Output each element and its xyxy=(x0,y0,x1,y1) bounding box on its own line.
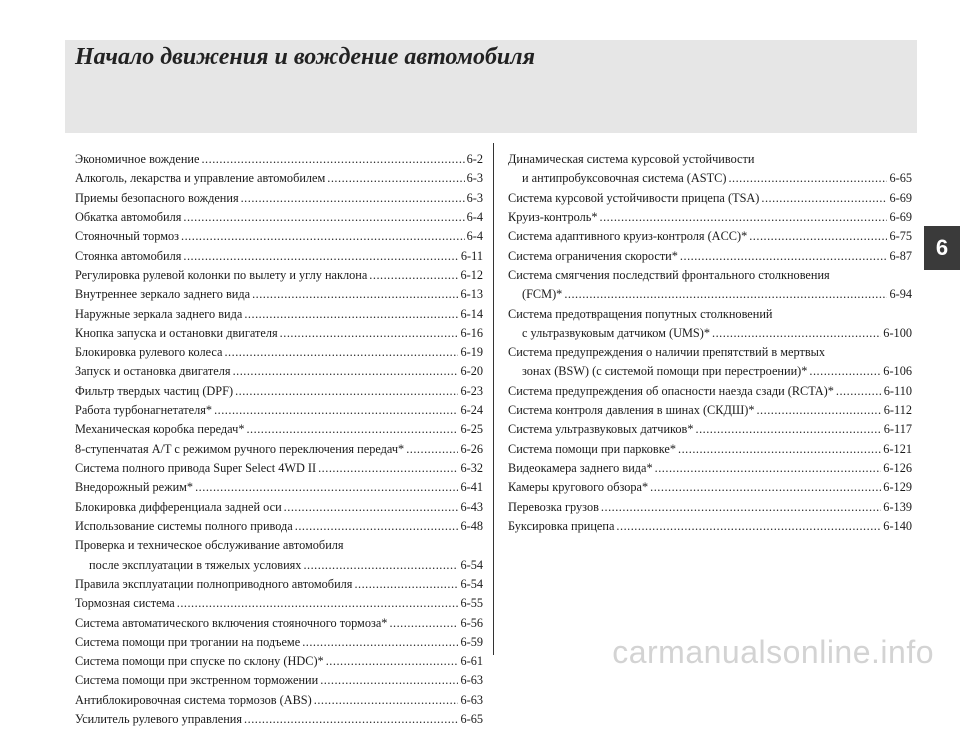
toc-entry-page: 6-65 xyxy=(889,171,912,186)
toc-entry[interactable] xyxy=(508,517,912,536)
toc-entry[interactable] xyxy=(508,343,912,362)
toc-leader-dots xyxy=(616,517,881,536)
toc-entry[interactable] xyxy=(75,208,483,227)
toc-entry-page: 6-106 xyxy=(883,364,912,379)
toc-leader-dots xyxy=(177,594,459,613)
toc-entry[interactable] xyxy=(508,208,912,227)
toc-entry-title: Обкатка автомобиля xyxy=(75,209,182,224)
toc-entry[interactable] xyxy=(75,285,483,304)
toc-entry-page: 6-24 xyxy=(460,403,483,418)
toc-entry-title: Антиблокировочная система тормозов (ABS) xyxy=(75,692,312,707)
toc-entry-page: 6-54 xyxy=(460,557,483,572)
toc-entry-title: Система курсовой устойчивости прицепа (TSA) xyxy=(508,190,760,205)
toc-entry-page: 6-11 xyxy=(460,248,483,263)
toc-entry-page: 6-20 xyxy=(460,364,483,379)
toc-leader-dots xyxy=(600,208,888,227)
toc-leader-dots xyxy=(302,633,458,652)
toc-entry[interactable] xyxy=(508,189,912,208)
toc-entry-title: Правила эксплуатации полноприводного автомобиля xyxy=(75,576,353,591)
toc-leader-dots xyxy=(195,478,458,497)
toc-entry-title: Система ограничения скорости* xyxy=(508,248,678,263)
toc-leader-dots xyxy=(183,208,464,227)
toc-entry[interactable] xyxy=(508,169,912,188)
toc-entry-title: Система предупреждения об опасности наезда сзади (RCTA)* xyxy=(508,383,834,398)
toc-entry[interactable] xyxy=(508,440,912,459)
toc-leader-dots xyxy=(235,382,458,401)
toc-entry[interactable] xyxy=(75,536,483,555)
toc-entry[interactable] xyxy=(508,420,912,439)
toc-entry[interactable] xyxy=(508,285,912,304)
toc-leader-dots xyxy=(233,362,459,381)
toc-entry[interactable] xyxy=(75,189,483,208)
toc-leader-dots xyxy=(181,227,465,246)
watermark: carmanualsonline.info xyxy=(612,634,934,670)
toc-entry-page: 6-87 xyxy=(889,248,912,263)
toc-entry-title: Блокировка дифференциала задней оси xyxy=(75,499,282,514)
toc-entry[interactable] xyxy=(75,691,483,710)
toc-entry-title: Приемы безопасного вождения xyxy=(75,190,239,205)
toc-entry[interactable] xyxy=(508,305,912,324)
toc-entry-title: Система помощи при парковке* xyxy=(508,441,677,456)
toc-entry-title: Круиз-контроль* xyxy=(508,209,598,224)
toc-entry-page: 6-129 xyxy=(883,480,912,495)
toc-leader-dots xyxy=(252,285,458,304)
toc-entry[interactable] xyxy=(75,305,483,324)
toc-entry-page: 6-69 xyxy=(889,190,912,205)
toc-entry-title: Работа турбонагнетателя* xyxy=(75,403,213,418)
toc-entry[interactable] xyxy=(508,150,912,169)
toc-leader-dots xyxy=(295,517,459,536)
toc-entry-page: 6-61 xyxy=(460,654,483,669)
toc-entry-page: 6-100 xyxy=(883,325,912,340)
toc-entry-page: 6-23 xyxy=(460,383,483,398)
toc-leader-dots xyxy=(241,189,465,208)
toc-entry[interactable] xyxy=(508,247,912,266)
chapter-header xyxy=(65,40,917,133)
toc-leader-dots xyxy=(320,671,458,690)
toc-entry-page: 6-26 xyxy=(460,441,483,456)
toc-entry[interactable] xyxy=(75,227,483,246)
toc-left-column xyxy=(75,150,483,729)
toc-entry-title: Стоянка автомобиля xyxy=(75,248,182,263)
toc-leader-dots xyxy=(655,459,882,478)
toc-leader-dots xyxy=(836,382,882,401)
toc-entry-title: Система помощи при экстренном торможении xyxy=(75,673,319,688)
toc-entry-title: Система автоматического включения стояночного тормоза* xyxy=(75,615,388,630)
toc-entry-title: Видеокамера заднего вида* xyxy=(508,461,653,475)
toc-entry-title: после эксплуатации в тяжелых условиях xyxy=(89,557,302,572)
toc-entry-title: Система ультразвуковых датчиков* xyxy=(508,422,694,437)
toc-entry-title: Проверка и техническое обслуживание автомобиля xyxy=(75,538,344,553)
toc-leader-dots xyxy=(201,150,464,169)
toc-leader-dots xyxy=(406,440,458,459)
toc-entry-title: Система предотвращения попутных столкновений xyxy=(508,306,773,321)
toc-entry-page: 6-65 xyxy=(460,712,483,727)
toc-entry[interactable] xyxy=(75,594,483,613)
toc-entry-page: 6-121 xyxy=(883,441,912,456)
chapter-title: Начало движения и вождение автомобиля xyxy=(75,44,535,70)
toc-entry[interactable] xyxy=(75,575,483,594)
toc-entry-title: и антипробуксовочная система (ASTC) xyxy=(522,171,727,186)
toc-leader-dots xyxy=(327,169,464,188)
toc-entry-title: Стояночный тормоз xyxy=(75,229,180,244)
toc-leader-dots xyxy=(214,401,458,420)
toc-leader-dots xyxy=(314,691,459,710)
toc-entry[interactable] xyxy=(75,382,483,401)
toc-leader-dots xyxy=(303,556,458,575)
toc-entry[interactable] xyxy=(508,266,912,285)
toc-entry[interactable] xyxy=(508,478,912,497)
toc-leader-dots xyxy=(318,459,458,478)
toc-leader-dots xyxy=(280,324,459,343)
toc-entry-page: 6-41 xyxy=(460,480,483,495)
toc-entry[interactable] xyxy=(508,324,912,343)
toc-entry-title: (FCM)* xyxy=(522,287,563,302)
toc-leader-dots xyxy=(728,169,887,188)
toc-entry-title: Система помощи при спуске по склону (HDC)* xyxy=(75,654,324,669)
toc-entry-title: Фильтр твердых частиц (DPF) xyxy=(75,383,234,398)
toc-entry[interactable] xyxy=(75,652,483,671)
toc-entry-page: 6-117 xyxy=(883,422,912,437)
toc-entry-title: Система контроля давления в шинах (СКДШ)* xyxy=(508,403,755,418)
toc-entry-page: 6-48 xyxy=(460,518,483,533)
toc-entry-page: 6-3 xyxy=(466,171,483,186)
toc-entry-page: 6-63 xyxy=(460,692,483,707)
toc-entry[interactable] xyxy=(75,459,483,478)
toc-entry[interactable] xyxy=(508,382,912,401)
toc-right-column xyxy=(508,150,912,536)
toc-entry-page: 6-19 xyxy=(460,345,483,360)
chapter-tab: 6 xyxy=(924,226,960,270)
toc-entry-page: 6-75 xyxy=(889,229,912,244)
toc-entry[interactable] xyxy=(75,556,483,575)
toc-entry[interactable] xyxy=(75,498,483,517)
toc-entry[interactable] xyxy=(508,227,912,246)
toc-entry[interactable] xyxy=(75,266,483,285)
toc-entry[interactable] xyxy=(508,401,912,420)
toc-entry-title: Динамическая система курсовой устойчивости xyxy=(508,152,755,166)
toc-entry-title: Тормозная система xyxy=(75,596,175,611)
toc-leader-dots xyxy=(809,362,881,381)
toc-entry[interactable] xyxy=(75,440,483,459)
toc-entry-page: 6-140 xyxy=(883,518,912,533)
toc-entry-title: Наружные зеркала заднего вида xyxy=(75,306,243,321)
toc-leader-dots xyxy=(761,189,887,208)
toc-entry-page: 6-54 xyxy=(460,576,483,591)
toc-leader-dots xyxy=(183,247,459,266)
toc-entry-page: 6-112 xyxy=(883,403,912,418)
toc-entry-title: Алкоголь, лекарства и управление автомобилем xyxy=(75,171,326,186)
toc-leader-dots xyxy=(326,652,459,671)
toc-leader-dots xyxy=(369,266,458,285)
toc-entry[interactable] xyxy=(75,150,483,169)
toc-leader-dots xyxy=(712,324,881,343)
toc-entry-title: Система помощи при трогании на подъеме xyxy=(75,634,301,649)
toc-entry-title: Кнопка запуска и остановки двигателя xyxy=(75,325,278,340)
toc-entry-page: 6-16 xyxy=(460,325,483,340)
toc-entry-title: Буксировка прицепа xyxy=(508,518,615,533)
toc-entry-page: 6-139 xyxy=(883,499,912,514)
toc-leader-dots xyxy=(749,227,887,246)
toc-entry-page: 6-4 xyxy=(466,229,483,244)
toc-entry[interactable] xyxy=(508,498,912,517)
toc-entry-page: 6-13 xyxy=(460,287,483,302)
toc-entry-title: Усилитель рулевого управления xyxy=(75,712,243,727)
toc-leader-dots xyxy=(678,440,881,459)
toc-entry-page: 6-63 xyxy=(460,673,483,688)
toc-entry-title: Внедорожный режим* xyxy=(75,480,194,495)
toc-entry[interactable] xyxy=(75,343,483,362)
toc-entry-title: Механическая коробка передач* xyxy=(75,422,245,437)
toc-entry-title: Блокировка рулевого колеса xyxy=(75,345,223,360)
toc-leader-dots xyxy=(244,710,458,729)
toc-leader-dots xyxy=(680,247,888,266)
toc-entry-title: Запуск и остановка двигателя xyxy=(75,364,231,379)
toc-entry-page: 6-56 xyxy=(460,615,483,630)
toc-entry-title: Система смягчения последствий фронтального столкновения xyxy=(508,267,830,282)
toc-leader-dots xyxy=(244,305,458,324)
toc-leader-dots xyxy=(389,614,458,633)
toc-entry[interactable] xyxy=(75,420,483,439)
toc-entry[interactable] xyxy=(75,633,483,652)
toc-entry[interactable] xyxy=(75,478,483,497)
toc-entry-page: 6-14 xyxy=(460,306,483,321)
toc-leader-dots xyxy=(601,498,881,517)
toc-entry-page: 6-59 xyxy=(460,634,483,649)
toc-entry-page: 6-2 xyxy=(466,152,483,166)
toc-entry[interactable] xyxy=(75,247,483,266)
toc-entry[interactable] xyxy=(75,169,483,188)
toc-entry-page: 6-25 xyxy=(460,422,483,437)
toc-entry-page: 6-12 xyxy=(460,267,483,282)
toc-entry-page: 6-55 xyxy=(460,596,483,611)
toc-leader-dots xyxy=(224,343,458,362)
toc-entry-title: с ультразвуковым датчиком (UMS)* xyxy=(522,325,711,340)
toc-leader-dots xyxy=(650,478,881,497)
toc-entry-page: 6-43 xyxy=(460,499,483,514)
toc-entry[interactable] xyxy=(75,710,483,729)
toc-entry-title: зонах (BSW) (с системой помощи при перестроении)* xyxy=(522,364,808,379)
toc-entry-title: Система адаптивного круиз-контроля (ACC)* xyxy=(508,229,748,244)
toc-leader-dots xyxy=(284,498,459,517)
toc-entry[interactable] xyxy=(75,362,483,381)
toc-entry[interactable] xyxy=(508,459,912,478)
toc-entry-title: Внутреннее зеркало заднего вида xyxy=(75,287,251,302)
toc-entry-title: Экономичное вождение xyxy=(75,152,200,166)
toc-entry[interactable] xyxy=(75,401,483,420)
toc-entry[interactable] xyxy=(508,362,912,381)
toc-entry-title: Регулировка рулевой колонки по вылету и углу наклона xyxy=(75,267,368,282)
toc-entry-title: Система предупреждения о наличии препятствий в мертвых xyxy=(508,345,826,360)
toc-entry-page: 6-32 xyxy=(460,461,483,475)
toc-leader-dots xyxy=(696,420,882,439)
toc-leader-dots xyxy=(564,285,887,304)
toc-entry-title: 8-ступенчатая A/T с режимом ручного переключения передач* xyxy=(75,441,405,456)
toc-entry-page: 6-4 xyxy=(466,209,483,224)
toc-entry-page: 6-94 xyxy=(889,287,912,302)
toc-entry-title: Перевозка грузов xyxy=(508,499,599,514)
toc-entry[interactable] xyxy=(75,614,483,633)
toc-leader-dots xyxy=(246,420,458,439)
toc-entry-page: 6-69 xyxy=(889,209,912,224)
column-divider xyxy=(493,143,494,655)
toc-leader-dots xyxy=(354,575,458,594)
toc-entry-title: Использование системы полного привода xyxy=(75,518,293,533)
toc-entry-page: 6-3 xyxy=(466,190,483,205)
toc-entry[interactable] xyxy=(75,324,483,343)
toc-entry-page: 6-126 xyxy=(883,461,912,475)
toc-entry-title: Камеры кругового обзора* xyxy=(508,480,649,495)
toc-entry[interactable] xyxy=(75,671,483,690)
toc-entry-title: Система полного привода Super Select 4WD II xyxy=(75,461,317,475)
toc-entry[interactable] xyxy=(75,517,483,536)
toc-entry-page: 6-110 xyxy=(883,383,912,398)
toc-leader-dots xyxy=(756,401,881,420)
